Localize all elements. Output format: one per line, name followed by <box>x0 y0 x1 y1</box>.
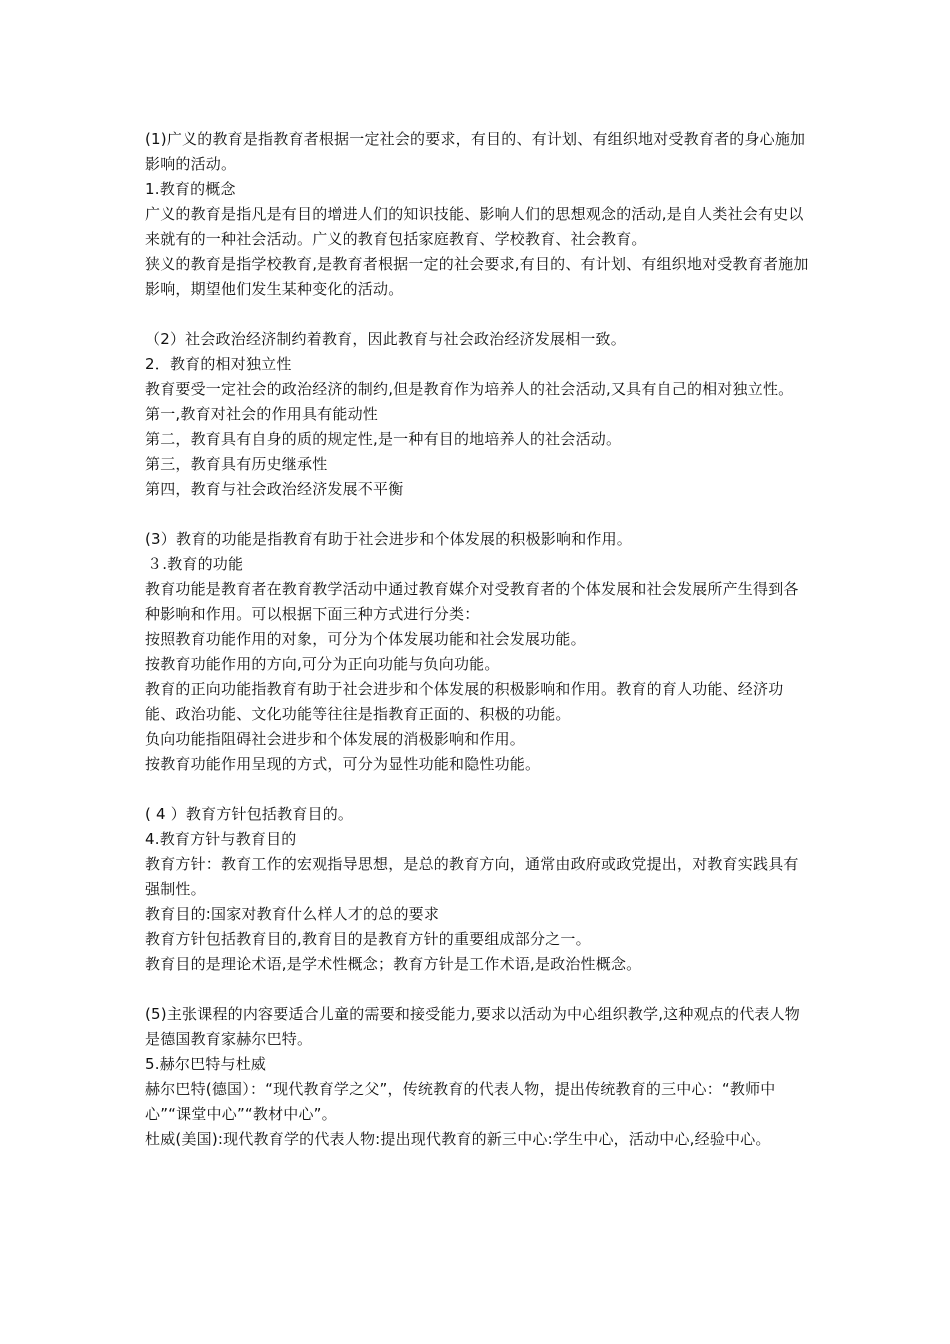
question-5-text: (5)主张课程的内容要适合儿童的需要和接受能力,要求以活动为中心组织教学,这种观点的代表人物是德国教育家赫尔巴特。 <box>145 1005 800 1048</box>
section-2-relative-independence <box>145 327 813 502</box>
question-3-text: (3）教育的功能是指教育有助于社会进步和个体发展的积极影响和作用。 <box>145 530 632 548</box>
paragraph-narrow-education: 狭义的教育是指学校教育,是教育者根据一定的社会要求,有目的、有计划、有组织地对受教育者施加影响，期望他们发生某种变化的活动。 <box>145 255 809 298</box>
paragraph-function-definition: 教育功能是教育者在教育教学活动中通过教育媒介对受教育者的个体发展和社会发展所产生得到各种影响和作用。可以根据下面三种方式进行分类： <box>145 580 799 623</box>
section-5-herbart-dewey <box>145 1002 813 1152</box>
list-item-third: 第三，教育具有历史继承性 <box>145 455 328 473</box>
question-4-text: ( 4 ）教育方针包括教育目的。 <box>145 805 354 823</box>
paragraph-education-policy: 教育方针：教育工作的宏观指导思想，是总的教育方向，通常由政府或政党提出，对教育实践具有强制性。 <box>145 855 799 898</box>
heading-education-function: ３.教育的功能 <box>147 555 244 573</box>
paragraph-function-by-object: 按照教育功能作用的对象，可分为个体发展功能和社会发展功能。 <box>145 630 586 648</box>
paragraph-function-by-direction: 按教育功能作用的方向,可分为正向功能与负向功能。 <box>145 655 500 673</box>
paragraph-dewey: 杜威(美国):现代教育学的代表人物:提出现代教育的新三中心:学生中心，活动中心,经验中心。 <box>145 1130 771 1148</box>
paragraph-independence-intro: 教育要受一定社会的政治经济的制约,但是教育作为培养人的社会活动,又具有自己的相对独立性。 <box>145 380 794 398</box>
paragraph-policy-includes-aim: 教育方针包括教育目的,教育目的是教育方针的重要组成部分之一。 <box>145 930 591 948</box>
paragraph-aim-vs-policy: 教育目的是理论术语,是学术性概念；教育方针是工作术语,是政治性概念。 <box>145 955 642 973</box>
document-body <box>145 127 813 1177</box>
paragraph-negative-function: 负向功能指阻碍社会进步和个体发展的消极影响和作用。 <box>145 730 526 748</box>
section-1-education-concept <box>145 127 813 302</box>
heading-herbart-dewey: 5.赫尔巴特与杜威 <box>145 1055 267 1073</box>
list-item-first: 第一,教育对社会的作用具有能动性 <box>145 405 378 423</box>
heading-education-concept: 1.教育的概念 <box>145 180 236 198</box>
question-2-text: （2）社会政治经济制约着教育，因此教育与社会政治经济发展相一致。 <box>145 330 626 348</box>
list-item-second: 第二，教育具有自身的质的规定性,是一种有目的地培养人的社会活动。 <box>145 430 622 448</box>
paragraph-broad-education: 广义的教育是指凡是有目的增进人们的知识技能、影响人们的思想观念的活动,是自人类社会有史以来就有的一种社会活动。广义的教育包括家庭教育、学校教育、社会教育。 <box>145 205 804 248</box>
section-3-education-function <box>145 527 813 777</box>
paragraph-education-aim: 教育目的:国家对教育什么样人才的总的要求 <box>145 905 440 923</box>
paragraph-positive-function: 教育的正向功能指教育有助于社会进步和个体发展的积极影响和作用。教育的育人功能、经济功能、政治功能、文化功能等往往是指教育正面的、积极的功能。 <box>145 680 784 723</box>
section-4-education-policy <box>145 802 813 977</box>
heading-relative-independence: 2．教育的相对独立性 <box>145 355 292 373</box>
list-item-fourth: 第四，教育与社会政治经济发展不平衡 <box>145 480 404 498</box>
paragraph-herbart: 赫尔巴特(德国）：“现代教育学之父”，传统教育的代表人物，提出传统教育的三中心：“教师中心”“课堂中心”“教材中心”。 <box>145 1080 776 1123</box>
heading-policy-and-aim: 4.教育方针与教育目的 <box>145 830 297 848</box>
paragraph-function-by-presentation: 按教育功能作用呈现的方式，可分为显性功能和隐性功能。 <box>145 755 541 773</box>
question-1-text: (1)广义的教育是指教育者根据一定社会的要求，有目的、有计划、有组织地对受教育者的身心施加影响的活动。 <box>145 130 806 173</box>
